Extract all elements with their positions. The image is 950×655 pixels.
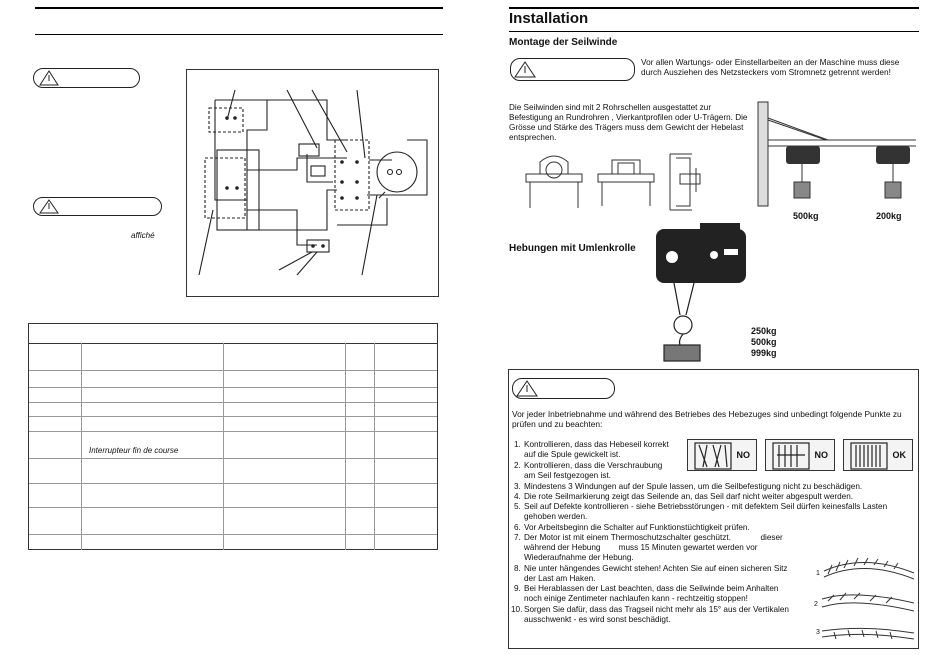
mount-paragraph-line-4: entsprechen. — [509, 133, 557, 142]
rope-condition-illustration — [814, 553, 918, 645]
pulley-heading: Hebungen mit Umlenkrolle — [509, 243, 636, 254]
left-top-rule — [35, 7, 443, 9]
rope-label-2: 2 — [814, 601, 818, 608]
checklist-item-1: 1. Kontrollieren, dass das Hebeseil korrekt auf die Spule gewickelt ist. — [514, 440, 669, 460]
wall-mount-illustration — [756, 100, 926, 208]
spool-label-no: NO — [814, 450, 828, 460]
table-header-rule — [29, 343, 437, 344]
table-col-rule — [81, 343, 82, 550]
right-top-rule — [509, 7, 919, 9]
checklist-item-3: 3. Mindestens 3 Windungen auf der Spule lassen, um die Seilbefestigung nicht zu beschädigen. — [514, 482, 863, 491]
mount-paragraph-line-3: Grösse und Stärke des Trägers muss dem Gewicht der Hebelast — [509, 123, 744, 132]
table-col-rule — [345, 343, 346, 550]
top-warning-line-1: Vor allen Wartungs- oder Einstellarbeiten an der Maschine muss diese — [641, 57, 900, 67]
pulley-load-999: 999kg — [751, 348, 777, 358]
table-row-rule — [29, 370, 437, 371]
table-row-rule — [29, 507, 437, 508]
section-subtitle: Montage der Seilwinde — [509, 37, 618, 48]
checklist-intro-line-1: Vor jeder Inbetriebnahme und während des Betriebes des Hebezuges sind unbedingt folgende Punkte zu — [512, 409, 902, 419]
spool-correct — [843, 439, 913, 471]
checklist-intro-line-2: prüfen und zu beachten: — [512, 419, 603, 429]
checklist-item-10: 10. Sorgen Sie dafür, dass das Tragseil nicht mehr als 15° aus der Vertikalen ausschwenkt - es wird sonst beschädigt. — [511, 605, 789, 625]
table-row-rule — [29, 402, 437, 403]
checklist-item-4: 4. Die rote Seilmarkierung zeigt das Seilende an, das Seil darf nicht weiter abgespult werden. — [514, 492, 854, 501]
table-row-rule — [29, 431, 437, 432]
load-label-500: 500kg — [793, 211, 819, 221]
spool-incorrect-1 — [687, 439, 757, 471]
pulley-load-500: 500kg — [751, 337, 777, 347]
rope-label-1: 1 — [816, 570, 820, 577]
table-row-rule — [29, 387, 437, 388]
left-second-rule — [35, 34, 443, 35]
checklist-item-9: 9. Bei Herablassen der Last beachten, dass die Seilwinde beim Anhalten noch einige Zentimeter nachlaufen kann - rechtzeitig stoppen! — [514, 584, 779, 604]
table-row-rule — [29, 416, 437, 417]
warning-triangle-icon — [39, 199, 59, 214]
warning-triangle-icon — [516, 380, 538, 397]
wiring-diagram-drawing — [187, 70, 440, 298]
pulley-load-250: 250kg — [751, 326, 777, 336]
table-col-rule — [374, 343, 375, 550]
table-row-rule — [29, 534, 437, 535]
mount-paragraph-line-1: Die Seilwinden sind mit 2 Rohrschellen ausgestattet zur — [509, 103, 712, 112]
top-warning-line-2: durch Ausziehen des Netzsteckers vom Stromnetz getrennt werden! — [641, 67, 891, 77]
table-row-rule — [29, 483, 437, 484]
checklist-item-8: 8. Nie unter hängendes Gewicht stehen! Achten Sie auf einen sicheren Sitz der Last am Haken. — [514, 564, 788, 584]
title-underline — [509, 31, 919, 32]
table-row-rule — [29, 458, 437, 459]
parts-table — [28, 323, 438, 550]
page-title: Installation — [509, 10, 589, 27]
pulley-winch-illustration — [650, 215, 760, 363]
checklist-item-7: 7. Der Motor ist mit einem Thermoschutzschalter geschützt. dieser während der Hebung muss 15 Minuten gewartet werden vor Wiederaufnahme der Hebung. — [514, 533, 783, 563]
table-cell-limit-switch: Interrupteur fin de course — [89, 446, 179, 455]
warning-triangle-icon — [39, 70, 59, 86]
spool-label-ok: OK — [892, 450, 906, 460]
wiring-diagram — [186, 69, 439, 297]
mount-paragraph-line-2: Befestigung an Rundrohren , Vierkantprofilen oder U-Trägern. Die — [509, 113, 748, 122]
load-label-200: 200kg — [876, 211, 902, 221]
checklist-item-2: 2. Kontrollieren, dass die Verschraubung am Seil festgezogen ist. — [514, 461, 663, 481]
checklist-item-5: 5. Seil auf Defekte kontrollieren - siehe Betriebsstörungen - mit defektem Seil dürfen keinesfalls Lasten gehoben werden. — [514, 502, 888, 522]
spool-incorrect-2 — [765, 439, 835, 471]
spool-label-no: NO — [736, 450, 750, 460]
caution-note: affiché — [131, 231, 155, 240]
table-col-rule — [223, 343, 224, 550]
rope-label-3: 3 — [816, 629, 820, 636]
checklist-item-6: 6. Vor Arbeitsbeginn die Schalter auf Funktionstüchtigkeit prüfen. — [514, 523, 750, 532]
warning-triangle-icon — [514, 61, 536, 78]
clamp-illustrations — [520, 148, 720, 216]
